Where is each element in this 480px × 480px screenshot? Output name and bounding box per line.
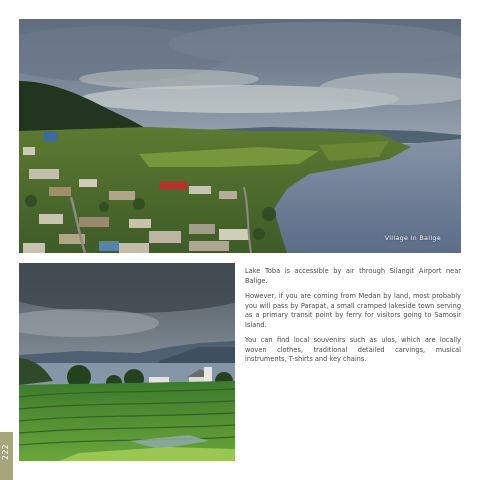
page-number: 222 xyxy=(1,444,10,460)
paragraph-access: Lake Toba is accessible by air through Silangit Airport near Balige. xyxy=(245,267,461,285)
rice-field-photo xyxy=(19,263,235,461)
body-text xyxy=(245,267,461,371)
paragraph-souvenirs: You can find local souvenirs such as ulos, which are locally woven clothes, traditional detailed carvings, musical instruments, T-shirts and key chains. xyxy=(245,336,461,363)
paragraph-parapat: However, if you are coming from Medan by land, most probably you will pass by Parapat, a small cramped lakeside town serving as a primary transit point by ferry for visitors going to Samosir Island. xyxy=(245,292,461,329)
photo-caption: Village in Balige xyxy=(384,234,441,242)
village-photo xyxy=(19,19,461,253)
